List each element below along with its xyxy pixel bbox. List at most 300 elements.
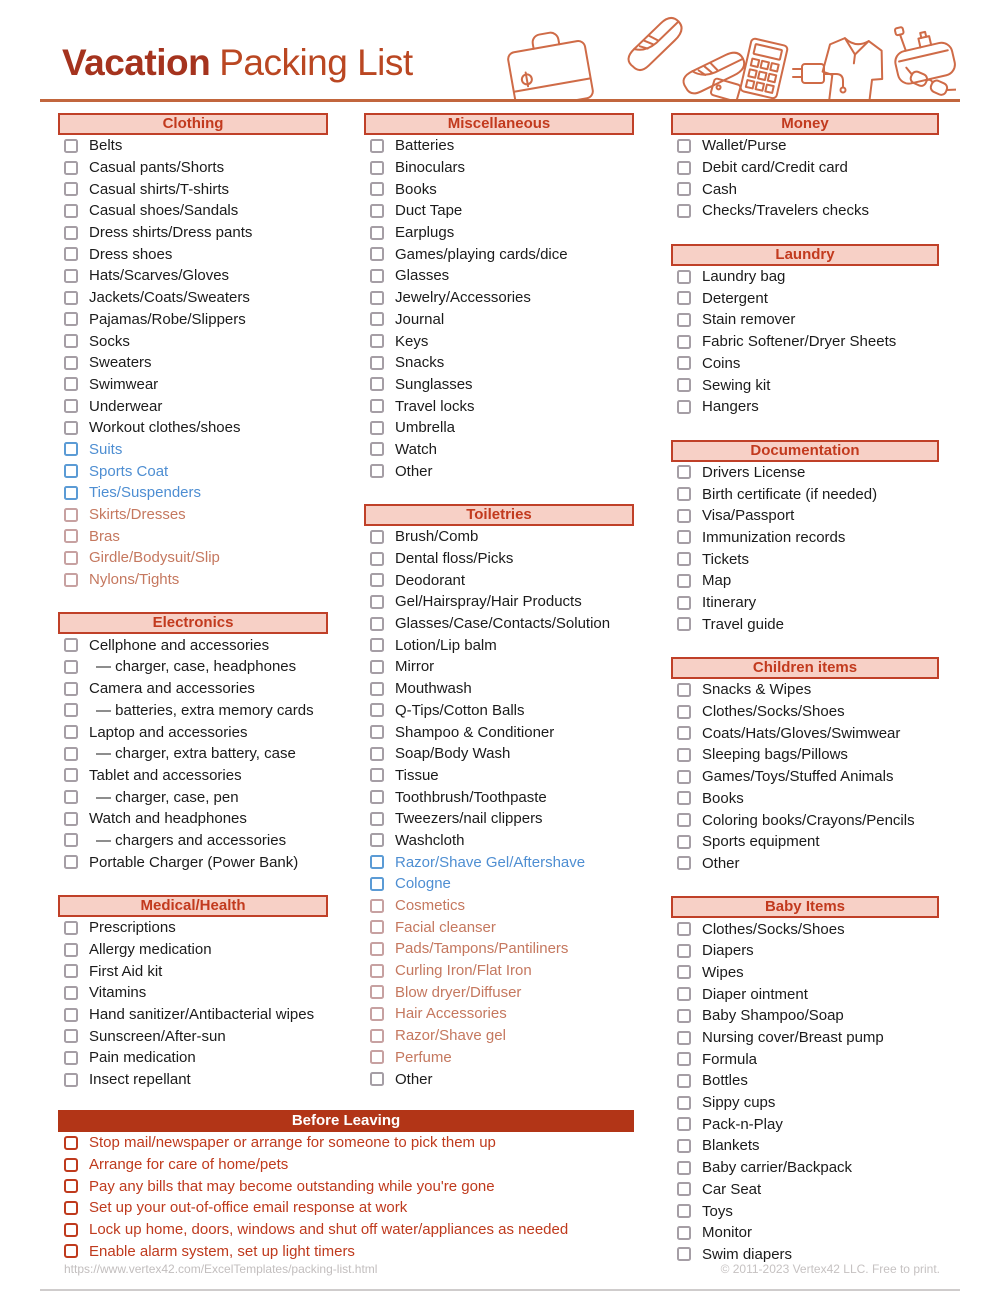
checkbox[interactable] [370, 312, 384, 326]
checklist-item [58, 786, 328, 808]
item-label: Cellphone and accessories [89, 636, 270, 654]
checklist-item [364, 548, 634, 570]
item-label: Sunglasses [395, 375, 473, 393]
item-label: Facial cleanser [395, 918, 496, 936]
checkbox[interactable] [370, 660, 384, 674]
checklist-item [671, 1048, 939, 1070]
checkbox[interactable] [64, 747, 78, 761]
item-label: Diaper ointment [702, 985, 808, 1003]
checklist-item [364, 309, 634, 331]
item-label: Pay any bills that may become outstanding while you're gone [89, 1177, 495, 1195]
sneaker-icon [680, 49, 747, 97]
item-label: Sweaters [89, 354, 152, 372]
checklist-item [364, 656, 634, 678]
checkbox[interactable] [677, 1161, 691, 1175]
checklist-item [58, 222, 328, 244]
checklist-item [58, 460, 328, 482]
item-label: Hair Accessories [395, 1005, 507, 1023]
checklist-item [671, 983, 939, 1005]
checkbox[interactable] [370, 291, 384, 305]
item-label: Watch [395, 440, 437, 458]
item-label: Blankets [702, 1137, 760, 1155]
item-label: Casual shoes/Sandals [89, 202, 239, 220]
checkbox[interactable] [677, 1031, 691, 1045]
checkbox[interactable] [64, 442, 78, 456]
checklist-item [364, 417, 634, 439]
checkbox[interactable] [677, 465, 691, 479]
checkbox[interactable] [370, 725, 384, 739]
checkbox[interactable] [370, 573, 384, 587]
checkbox[interactable] [677, 1074, 691, 1088]
checkbox[interactable] [64, 182, 78, 196]
item-label: Checks/Travelers checks [702, 202, 869, 220]
checkbox[interactable] [677, 139, 691, 153]
checkbox[interactable] [677, 1009, 691, 1023]
checklist-item [364, 613, 634, 635]
checkbox[interactable] [370, 1072, 384, 1086]
checkbox[interactable] [370, 682, 384, 696]
item-label: Gel/Hairspray/Hair Products [395, 593, 582, 611]
checklist-item [671, 613, 939, 635]
checkbox[interactable] [64, 226, 78, 240]
title-divider [40, 99, 960, 102]
checkbox[interactable] [677, 1226, 691, 1240]
checklist-item [671, 309, 939, 331]
item-label: Clothes/Socks/Shoes [702, 703, 845, 721]
item-label: Toys [702, 1202, 733, 1220]
checkbox[interactable] [370, 1050, 384, 1064]
item-label: Umbrella [395, 419, 456, 437]
checklist-item [364, 330, 634, 352]
checkbox[interactable] [64, 1201, 78, 1215]
checkbox[interactable] [370, 855, 384, 869]
checkbox[interactable] [370, 442, 384, 456]
checkbox[interactable] [64, 356, 78, 370]
checklist-item [671, 809, 939, 831]
item-label: Map [702, 572, 732, 590]
checkbox[interactable] [370, 247, 384, 261]
checkbox[interactable] [64, 703, 78, 717]
checklist-item [58, 1069, 328, 1091]
item-label: Drivers License [702, 463, 806, 481]
item-label: Suits [89, 440, 123, 458]
checklist-item [671, 1135, 939, 1157]
item-label: Duct Tape [395, 202, 463, 220]
item-label: Belts [89, 137, 123, 155]
section-header: Before Leaving [58, 1110, 634, 1132]
checkbox[interactable] [64, 204, 78, 218]
checkbox[interactable] [64, 269, 78, 283]
checklist-item [364, 1068, 634, 1090]
item-label: Travel guide [702, 615, 784, 633]
checklist-item [364, 808, 634, 830]
item-label: Nursing cover/Breast pump [702, 1029, 884, 1047]
item-label: Glasses/Case/Contacts/Solution [395, 615, 611, 633]
item-label: Razor/Shave gel [395, 1027, 506, 1045]
item-label: Debit card/Credit card [702, 159, 848, 177]
checklist-item [58, 1025, 328, 1047]
checkbox[interactable] [370, 399, 384, 413]
checkbox[interactable] [64, 986, 78, 1000]
checkbox[interactable] [677, 726, 691, 740]
checklist-item [58, 157, 328, 179]
checkbox[interactable] [64, 161, 78, 175]
page-title-bold: Vacation [62, 42, 211, 83]
sneaker-icon [625, 14, 686, 74]
checkbox[interactable] [64, 529, 78, 543]
checkbox[interactable] [64, 1029, 78, 1043]
checkbox[interactable] [677, 356, 691, 370]
checkbox[interactable] [677, 313, 691, 327]
checkbox[interactable] [677, 161, 691, 175]
checkbox[interactable] [370, 226, 384, 240]
checkbox[interactable] [370, 161, 384, 175]
checkbox[interactable] [370, 334, 384, 348]
item-label: Clothes/Socks/Shoes [702, 920, 845, 938]
checklist-item [364, 222, 634, 244]
item-label: Batteries [395, 137, 455, 155]
checkbox[interactable] [64, 1179, 78, 1193]
checklist-item [671, 962, 939, 984]
checkbox[interactable] [370, 920, 384, 934]
checkbox[interactable] [677, 574, 691, 588]
item-label: Tweezers/nail clippers [395, 810, 543, 828]
checkbox[interactable] [64, 139, 78, 153]
checkbox[interactable] [64, 638, 78, 652]
section-toiletries [364, 504, 634, 1090]
checkbox[interactable] [64, 855, 78, 869]
checkbox[interactable] [64, 377, 78, 391]
checklist-item [671, 592, 939, 614]
checkbox[interactable] [370, 204, 384, 218]
checklist-item [364, 765, 634, 787]
checkbox[interactable] [64, 1073, 78, 1087]
checklist-item [58, 765, 328, 787]
checkbox[interactable] [370, 833, 384, 847]
checkbox[interactable] [64, 334, 78, 348]
item-label: Dress shoes [89, 245, 173, 263]
checklist-item [364, 981, 634, 1003]
item-label: Tissue [395, 766, 439, 784]
checkbox[interactable] [677, 748, 691, 762]
item-label: Mirror [395, 658, 435, 676]
checkbox[interactable] [370, 747, 384, 761]
checklist-item [58, 917, 328, 939]
checkbox[interactable] [677, 204, 691, 218]
checklist-item [364, 786, 634, 808]
checklist-item [58, 569, 328, 591]
checklist-item [58, 1219, 634, 1241]
checkbox[interactable] [677, 1204, 691, 1218]
checkbox[interactable] [64, 312, 78, 326]
item-label: Vitamins [89, 984, 147, 1002]
item-label: Detergent [702, 289, 768, 307]
checklist-item [58, 721, 328, 743]
checkbox[interactable] [677, 617, 691, 631]
checkbox[interactable] [370, 356, 384, 370]
item-label: — chargers and accessories [96, 831, 287, 849]
checklist-item [58, 1197, 634, 1219]
item-label: Sunscreen/After-sun [89, 1027, 226, 1045]
item-label: Wallet/Purse [702, 137, 787, 155]
checklist-item [671, 744, 939, 766]
item-label: Books [702, 789, 744, 807]
checklist-item [58, 700, 328, 722]
checkbox[interactable] [677, 1247, 691, 1261]
section-documentation [671, 440, 939, 636]
checklist-item [58, 634, 328, 656]
checkbox[interactable] [64, 291, 78, 305]
checklist-item [364, 678, 634, 700]
checklist-item [58, 1004, 328, 1026]
checklist-item [58, 1132, 634, 1154]
section-header: Miscellaneous [364, 113, 634, 135]
section-header: Baby Items [671, 896, 939, 918]
item-label: Deodorant [395, 571, 466, 589]
checkbox[interactable] [370, 703, 384, 717]
checkbox[interactable] [677, 965, 691, 979]
checklist-item [671, 853, 939, 875]
checkbox[interactable] [64, 551, 78, 565]
item-label: Car Seat [702, 1180, 762, 1198]
checkbox[interactable] [370, 464, 384, 478]
checklist-item [671, 940, 939, 962]
checkbox[interactable] [64, 1136, 78, 1150]
checkbox[interactable] [677, 987, 691, 1001]
checkbox[interactable] [64, 464, 78, 478]
checkbox[interactable] [677, 683, 691, 697]
item-label: Cologne [395, 875, 451, 893]
checkbox[interactable] [370, 638, 384, 652]
checkbox[interactable] [370, 964, 384, 978]
item-label: Baby Shampoo/Soap [702, 1007, 844, 1025]
item-label: Arrange for care of home/pets [89, 1156, 289, 1174]
checkbox[interactable] [64, 790, 78, 804]
checkbox[interactable] [370, 1007, 384, 1021]
checkbox[interactable] [677, 596, 691, 610]
item-label: Pads/Tampons/Pantiliners [395, 940, 569, 958]
checklist-item [671, 374, 939, 396]
checklist-item [58, 743, 328, 765]
checkbox[interactable] [677, 400, 691, 414]
checklist-item [58, 395, 328, 417]
checkbox[interactable] [370, 617, 384, 631]
checkbox[interactable] [677, 770, 691, 784]
item-label: Pack-n-Play [702, 1115, 783, 1133]
checklist-item [58, 1047, 328, 1069]
item-label: Sports Coat [89, 462, 169, 480]
checklist-item [58, 939, 328, 961]
checkbox[interactable] [677, 182, 691, 196]
checkbox[interactable] [677, 791, 691, 805]
checklist-item [671, 766, 939, 788]
checklist-item [364, 265, 634, 287]
checklist-item [364, 135, 634, 157]
item-label: Sleeping bags/Pillows [702, 746, 848, 764]
checkbox[interactable] [677, 335, 691, 349]
checkbox[interactable] [64, 921, 78, 935]
checklist-item [671, 287, 939, 309]
checkbox[interactable] [64, 399, 78, 413]
checkbox[interactable] [370, 942, 384, 956]
item-label: Itinerary [702, 594, 757, 612]
item-label: Watch and headphones [89, 810, 247, 828]
item-label: Glasses [395, 267, 450, 285]
item-label: Stop mail/newspaper or arrange for someone to pick them up [89, 1134, 496, 1152]
section-money [671, 113, 939, 222]
section-header: Medical/Health [58, 895, 328, 917]
checkbox[interactable] [64, 943, 78, 957]
checkbox[interactable] [64, 421, 78, 435]
checklist-item [58, 1240, 634, 1262]
checkbox[interactable] [64, 812, 78, 826]
checkbox[interactable] [370, 1029, 384, 1043]
checklist-item [58, 352, 328, 374]
checklist-item [671, 157, 939, 179]
checkbox[interactable] [64, 486, 78, 500]
item-label: Sewing kit [702, 376, 771, 394]
checkbox[interactable] [64, 660, 78, 674]
item-label: Lotion/Lip balm [395, 636, 497, 654]
checkbox[interactable] [64, 964, 78, 978]
checkbox[interactable] [677, 705, 691, 719]
checklist-item [671, 1179, 939, 1201]
section-header: Documentation [671, 440, 939, 462]
checkbox[interactable] [64, 768, 78, 782]
checklist-item [58, 982, 328, 1004]
section-header: Toiletries [364, 504, 634, 526]
item-label: Camera and accessories [89, 680, 255, 698]
item-label: Wipes [702, 963, 744, 981]
checkbox[interactable] [677, 944, 691, 958]
checkbox[interactable] [64, 682, 78, 696]
checklist-item [58, 135, 328, 157]
checkbox[interactable] [677, 487, 691, 501]
item-label: Pajamas/Robe/Slippers [89, 310, 246, 328]
checklist-item [58, 851, 328, 873]
checkbox[interactable] [64, 1008, 78, 1022]
checkbox[interactable] [64, 725, 78, 739]
checkbox[interactable] [677, 270, 691, 284]
checkbox[interactable] [677, 1117, 691, 1131]
section-header: Electronics [58, 612, 328, 634]
checklist-item [364, 916, 634, 938]
item-label: Other [395, 462, 433, 480]
item-label: Formula [702, 1050, 758, 1068]
checkbox[interactable] [677, 552, 691, 566]
item-label: — batteries, extra memory cards [96, 701, 314, 719]
checklist-item [671, 527, 939, 549]
checklist-item [58, 243, 328, 265]
checkbox[interactable] [64, 1244, 78, 1258]
checkbox[interactable] [370, 595, 384, 609]
footer-divider [40, 1289, 960, 1291]
checkbox[interactable] [370, 899, 384, 913]
checkbox[interactable] [370, 269, 384, 283]
checkbox[interactable] [677, 378, 691, 392]
section-baby-items [671, 896, 939, 1265]
checkbox[interactable] [677, 530, 691, 544]
checklist-item [364, 200, 634, 222]
checklist-item [364, 743, 634, 765]
checkbox[interactable] [64, 573, 78, 587]
item-label: Dental floss/Picks [395, 550, 514, 568]
item-label: Set up your out-of-office email response at work [89, 1199, 408, 1217]
checkbox[interactable] [677, 1052, 691, 1066]
item-label: Skirts/Dresses [89, 506, 186, 524]
checkbox[interactable] [64, 1223, 78, 1237]
checklist-item [58, 482, 328, 504]
checkbox[interactable] [677, 1182, 691, 1196]
item-label: Razor/Shave Gel/Aftershave [395, 853, 586, 871]
checkbox[interactable] [677, 835, 691, 849]
checkbox[interactable] [677, 813, 691, 827]
checklist-item [364, 873, 634, 895]
checklist-item [671, 788, 939, 810]
item-label: Shampoo & Conditioner [395, 723, 555, 741]
checkbox[interactable] [64, 508, 78, 522]
checkbox[interactable] [677, 922, 691, 936]
checkbox[interactable] [64, 833, 78, 847]
item-label: Q-Tips/Cotton Balls [395, 701, 525, 719]
checkbox[interactable] [370, 139, 384, 153]
checkbox[interactable] [64, 247, 78, 261]
checklist-item [364, 960, 634, 982]
checkbox[interactable] [677, 1096, 691, 1110]
checkbox[interactable] [677, 509, 691, 523]
checkbox[interactable] [370, 768, 384, 782]
checkbox[interactable] [370, 530, 384, 544]
checkbox[interactable] [370, 421, 384, 435]
item-label: Games/playing cards/dice [395, 245, 568, 263]
checkbox[interactable] [370, 790, 384, 804]
item-label: Ties/Suspenders [89, 484, 202, 502]
page-title [62, 42, 413, 84]
checkbox[interactable] [370, 985, 384, 999]
item-label: — charger, case, pen [96, 788, 239, 806]
item-label: Cash [702, 180, 738, 198]
checkbox[interactable] [370, 182, 384, 196]
plug-adapter-icon [793, 64, 846, 93]
checkbox[interactable] [64, 1051, 78, 1065]
checklist-item [58, 330, 328, 352]
checkbox[interactable] [677, 856, 691, 870]
item-label: Books [395, 180, 437, 198]
checkbox[interactable] [370, 377, 384, 391]
section-children-items [671, 657, 939, 874]
checklist-item [58, 287, 328, 309]
checkbox[interactable] [64, 1158, 78, 1172]
checkbox[interactable] [370, 552, 384, 566]
checkbox[interactable] [370, 812, 384, 826]
item-label: Jewelry/Accessories [395, 289, 531, 307]
item-label: Visa/Passport [702, 507, 795, 525]
item-label: Allergy medication [89, 941, 212, 959]
section-medical-health [58, 895, 328, 1091]
checkbox[interactable] [370, 877, 384, 891]
item-label: Tablet and accessories [89, 766, 242, 784]
item-label: Casual shirts/T-shirts [89, 180, 230, 198]
checkbox[interactable] [677, 1139, 691, 1153]
checklist-item [671, 1222, 939, 1244]
checklist-item [671, 505, 939, 527]
section-header: Money [671, 113, 939, 135]
checklist-item [364, 634, 634, 656]
footer-copyright: © 2011-2023 Vertex42 LLC. Free to print. [720, 1262, 940, 1276]
checkbox[interactable] [677, 291, 691, 305]
checklist-item [671, 679, 939, 701]
item-label: Birth certificate (if needed) [702, 485, 878, 503]
